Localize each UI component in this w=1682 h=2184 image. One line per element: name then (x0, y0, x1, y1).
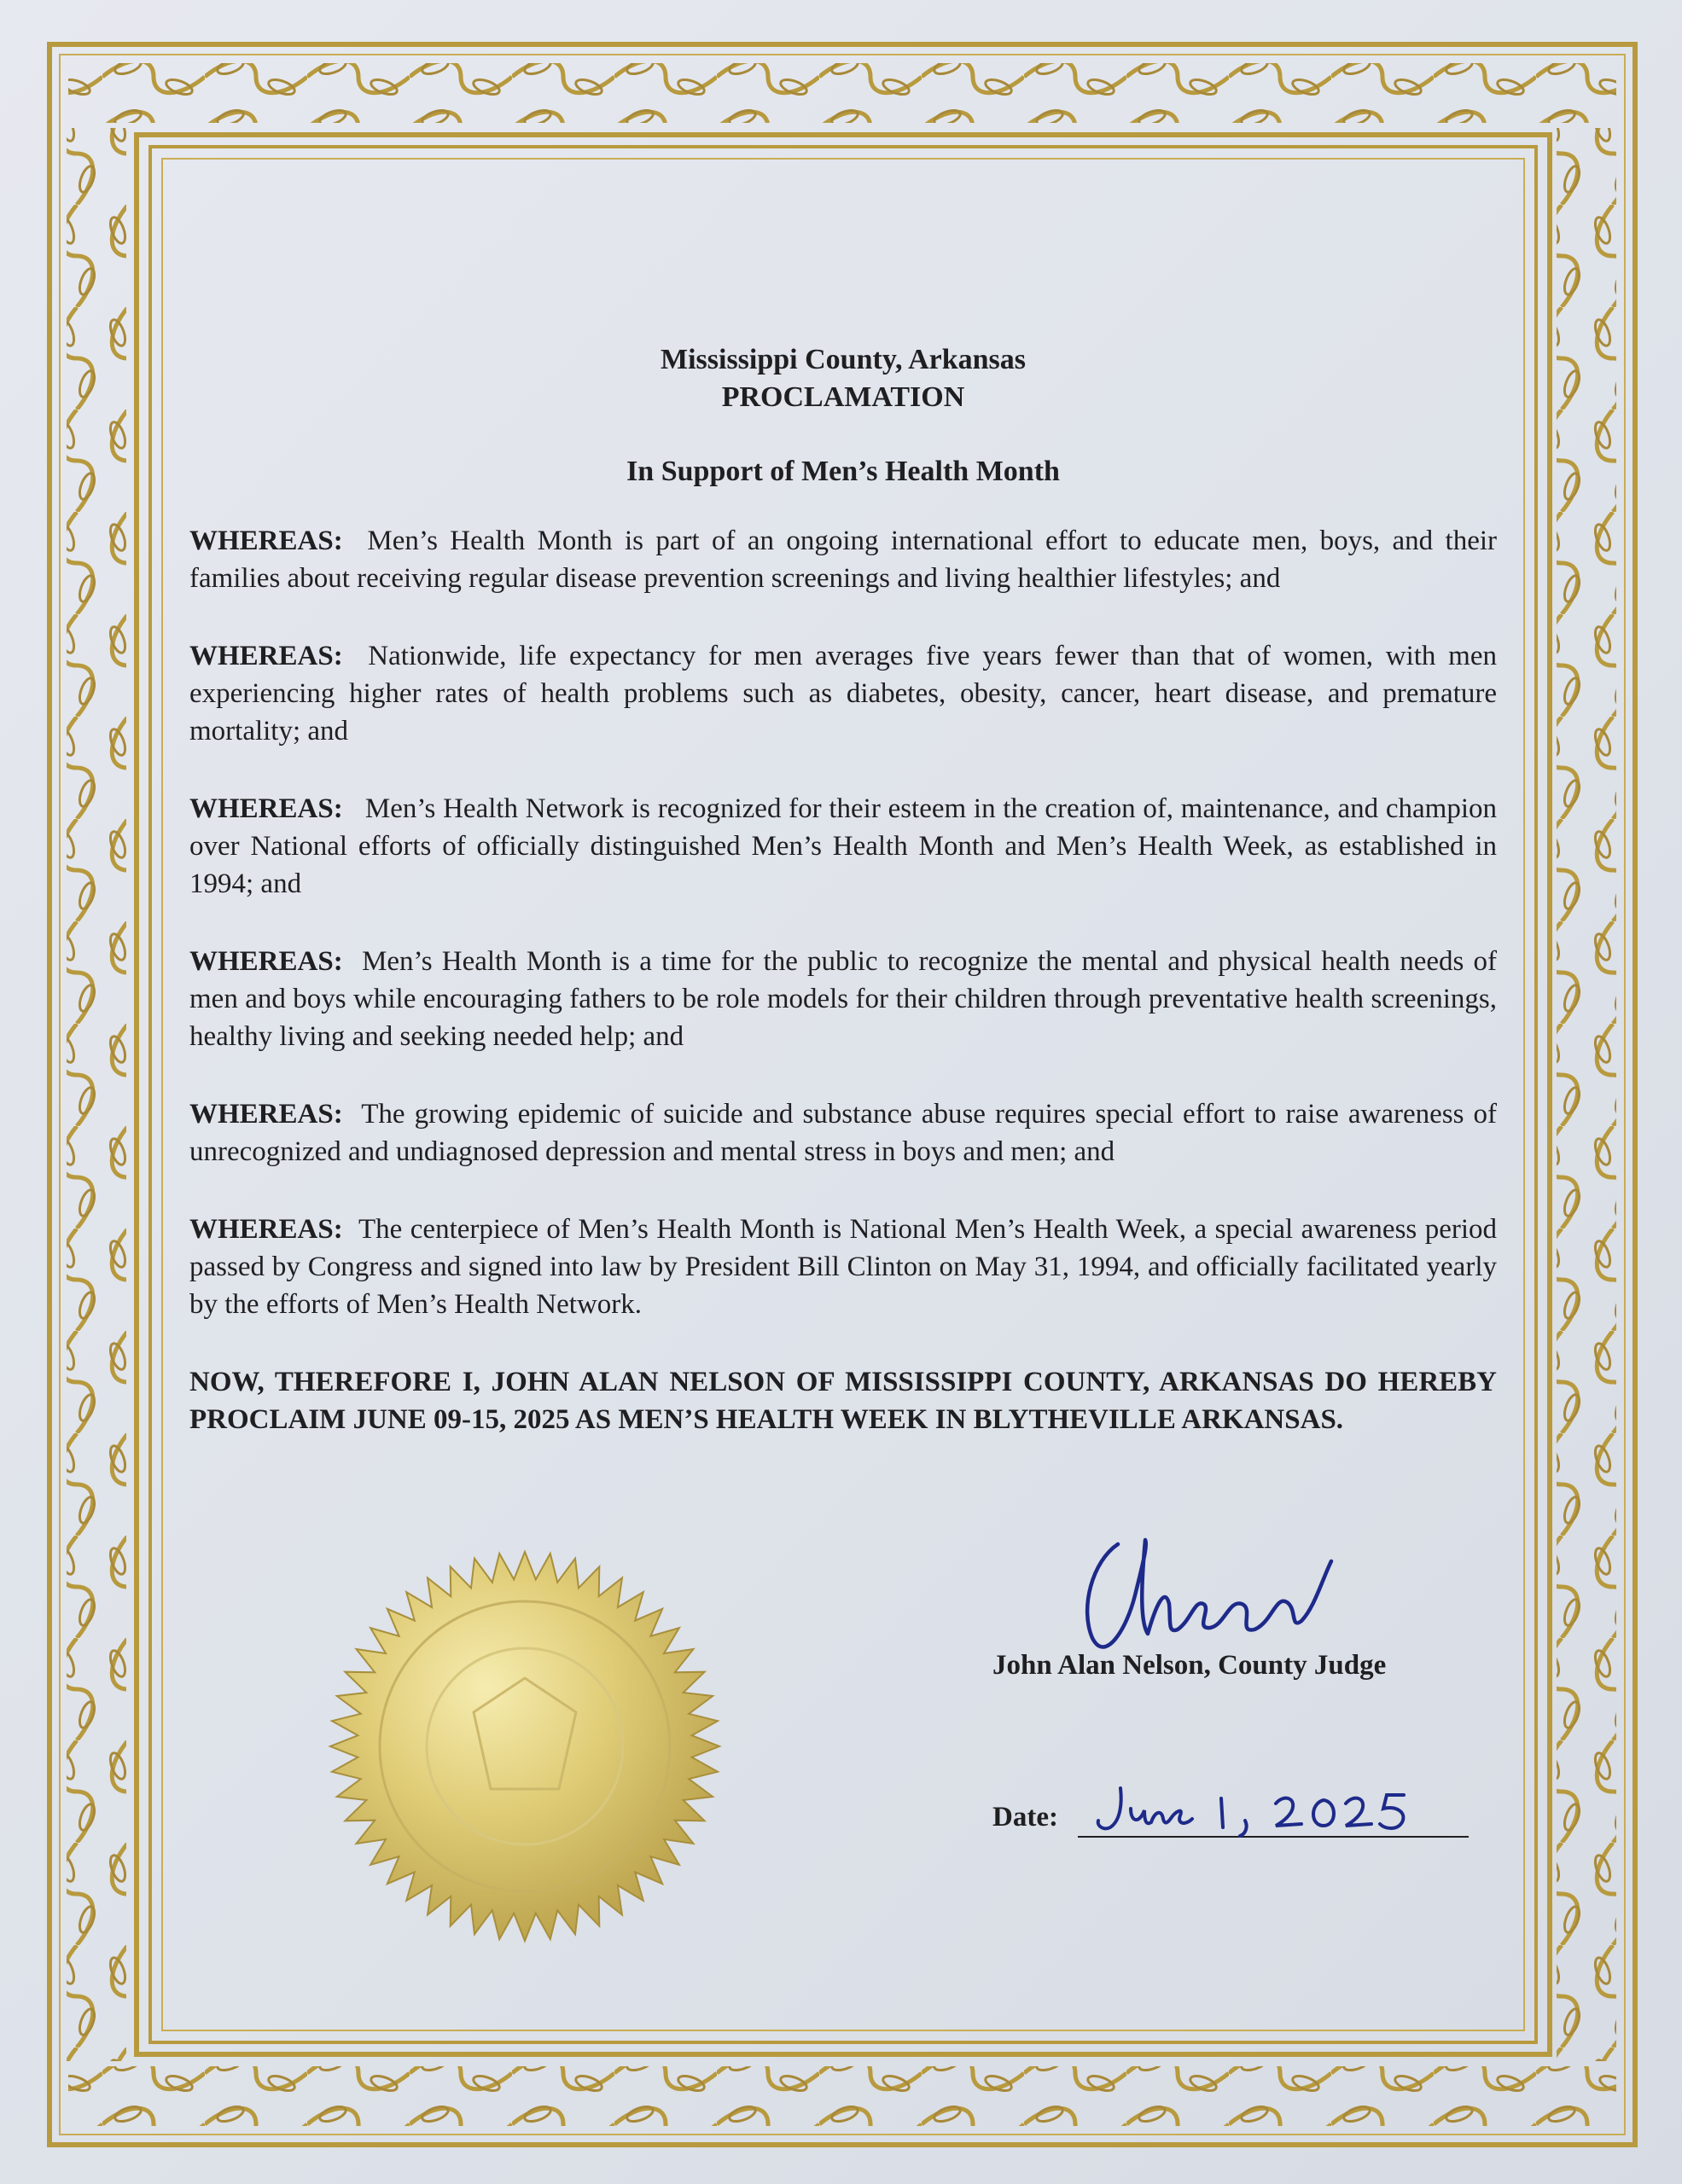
date-field (992, 1783, 1470, 1834)
whereas-text: Nationwide, life expectancy for men averages five years fewer than that of women, with men experiencing higher rates of health problems such as diabetes, obesity, cancer, heart disease, and premature mortality; and (189, 641, 1498, 746)
whereas-text: The centerpiece of Men’s Health Month is National Men’s Health Week, a special awareness period passed by Congress and signed into law by President Bill Clinton on May 31, 1994, and officially facilitated yearly by the efforts of Men’s Health Network. (189, 1214, 1498, 1320)
whereas-keyword: WHEREAS: (189, 526, 343, 556)
document-type: PROCLAMATION (721, 381, 965, 413)
whereas-text: The growing epidemic of suicide and substance abuse requires special effort to raise awareness of unrecognized and undiagnosed depression and mental stress in boys and men; and (189, 1099, 1497, 1167)
document-subtitle: In Support of Men’s Health Month (626, 456, 1060, 487)
gold-foil-seal-icon (324, 1546, 725, 1947)
proclamation-content (189, 341, 1497, 1467)
whereas-keyword: WHEREAS: (189, 1099, 343, 1130)
whereas-text: Men’s Health Network is recognized for their esteem in the creation of, maintenance, and champion over National efforts of officially distinguished Men’s Health Month and Men’s Health Week, as established in 1994; and (189, 793, 1497, 899)
whereas-clause (189, 522, 1497, 597)
whereas-clause (189, 790, 1497, 903)
whereas-keyword: WHEREAS: (189, 1214, 343, 1245)
whereas-list (189, 522, 1497, 1323)
whereas-keyword: WHEREAS: (189, 793, 343, 824)
document-header (189, 341, 1497, 416)
county-title: Mississippi County, Arkansas (661, 344, 1026, 375)
whereas-keyword: WHEREAS: (189, 641, 343, 671)
whereas-keyword: WHEREAS: (189, 946, 343, 977)
whereas-clause (189, 1211, 1497, 1323)
signatory-name-title: John Alan Nelson, County Judge (992, 1650, 1387, 1681)
whereas-clause (189, 943, 1497, 1055)
whereas-clause (189, 637, 1497, 750)
whereas-text: Men’s Health Month is part of an ongoing international effort to educate men, boys, and their families about receiving regular disease prevention screenings and living healthier lifestyles; and (189, 526, 1497, 594)
proclamation-statement: NOW, THEREFORE I, JOHN ALAN NELSON OF MISSISSIPPI COUNTY, ARKANSAS DO HEREBY PROCLAIM JUNE 09-15, 2025 AS MEN’S HEALTH WEEK IN BLYTHEVILLE ARKANSAS. (189, 1367, 1497, 1435)
date-label: Date: (992, 1802, 1058, 1833)
whereas-clause (189, 1095, 1497, 1170)
handwritten-date (1086, 1778, 1445, 1838)
whereas-text: Men’s Health Month is a time for the public to recognize the mental and physical health needs of men and boys while encouraging fathers to be role models for their children through preventative health screenings, healthy living and seeking needed help; and (189, 946, 1498, 1052)
